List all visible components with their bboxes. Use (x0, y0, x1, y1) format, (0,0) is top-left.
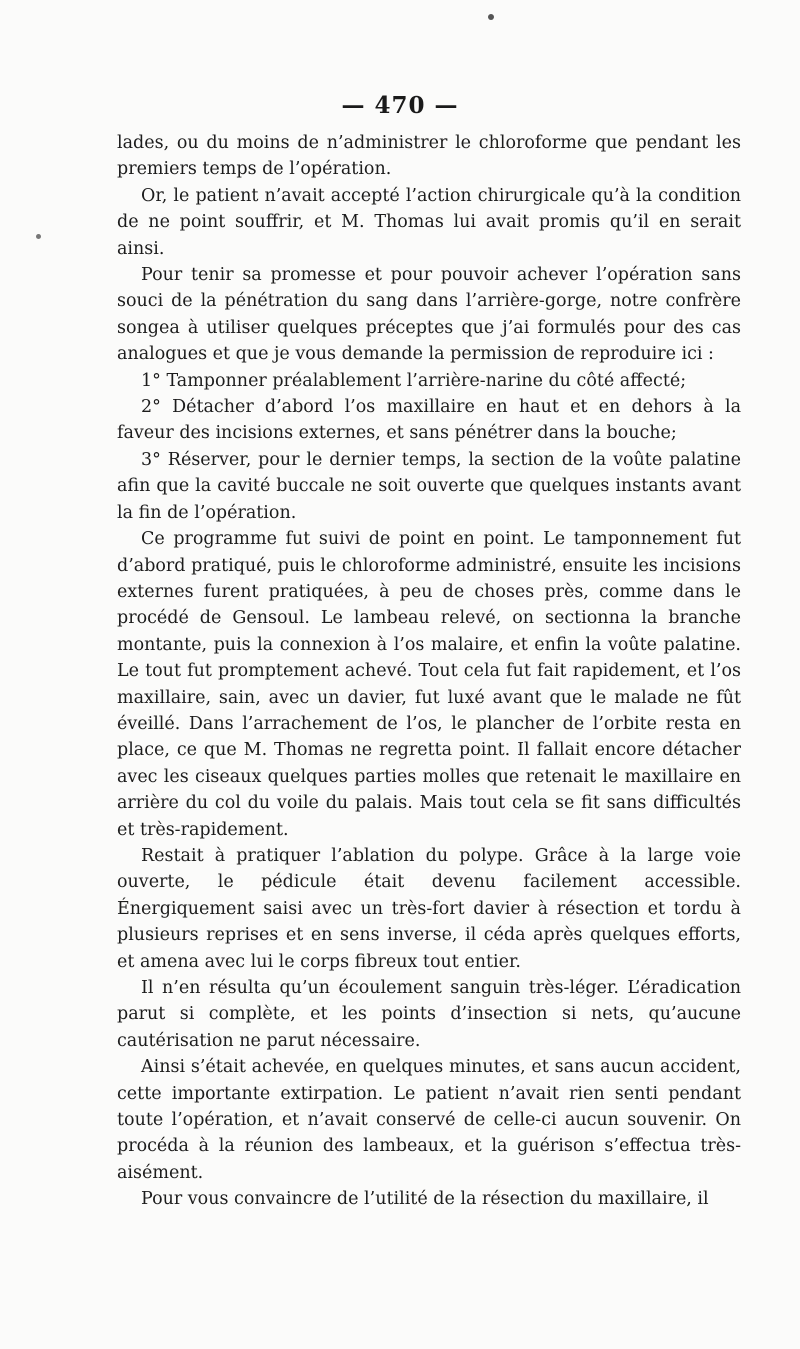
page-number: — 470 — (341, 92, 459, 119)
ink-spot (488, 14, 494, 20)
paragraph: Restait à pratiquer l’ablation du polype. Grâce à la large voie ouverte, le pédicule était devenu facilement accessible. Énergiquement saisi avec un très-fort davier à résection et tordu à plusieurs reprises et en sens inverse, il céda après quelques efforts, et amena avec lui le corps fibreux tout entier. (117, 845, 741, 972)
list-item: 2° Détacher d’abord l’os maxillaire en haut et en dehors à la faveur des incisions externes, et sans pénétrer dans la bouche; (117, 397, 741, 444)
list-item: 1° Tamponner préalablement l’arrière-narine du côté affecté; (141, 370, 687, 391)
ink-spot (36, 234, 41, 239)
paragraph: Or, le patient n’avait accepté l’action chirurgicale qu’à la condition de ne point souffrir, et M. Thomas lui avait promis qu’il en serait ainsi. (117, 185, 741, 259)
body-text (117, 130, 741, 1213)
paragraph: lades, ou du moins de n’administrer le chloroforme que pendant les premiers temps de l’opération. (117, 133, 741, 180)
paragraph: Pour vous convaincre de l’utilité de la résection du maxillaire, il (141, 1189, 709, 1210)
paragraph: Il n’en résulta qu’un écoulement sanguin très-léger. L’éradication parut si complète, et les points d’insection si nets, qu’aucune cautérisation ne parut nécessaire. (117, 978, 741, 1051)
paragraph: Ainsi s’était achevée, en quelques minutes, et sans aucun accident, cette importante extirpation. Le patient n’avait rien senti pendant toute l’opération, et n’avait conservé de celle-ci aucun souvenir. On procéda à la réunion des lambeaux, et la guérison s’effectua très-aisément. (117, 1057, 741, 1183)
paragraph: Ce programme fut suivi de point en point. Le tamponnement fut d’abord pratiqué, puis le chloroforme administré, ensuite les incisions externes furent pratiquées, à peu de choses près, comme dans le procédé de Gensoul. Le lambeau relevé, on sectionna la branche montante, puis la connexion à l’os malaire, et enfin la voûte palatine. Le tout fut promptement achevé. Tout cela fut fait rapidement, et l’os maxillaire, sain, avec un davier, fut luxé avant que le malade ne fût éveillé. Dans l’arrachement de l’os, le plancher de l’orbite resta en place, ce que M. Thomas ne regretta point. Il fallait encore détacher avec les ciseaux quelques parties molles que retenait le maxillaire en arrière du col du voile du palais. Mais tout cela se fit sans difficultés et très-rapidement. (117, 529, 741, 840)
list-item: 3° Réserver, pour le dernier temps, la section de la voûte palatine afin que la cavité buccale ne soit ouverte que quelques instants avant la fin de l’opération. (117, 449, 741, 523)
paragraph: Pour tenir sa promesse et pour pouvoir achever l’opération sans souci de la pénétration du sang dans l’arrière-gorge, notre confrère songea à utiliser quelques préceptes que j’ai formulés pour des cas analogues et que je vous demande la permission de reproduire ici : (117, 265, 741, 365)
